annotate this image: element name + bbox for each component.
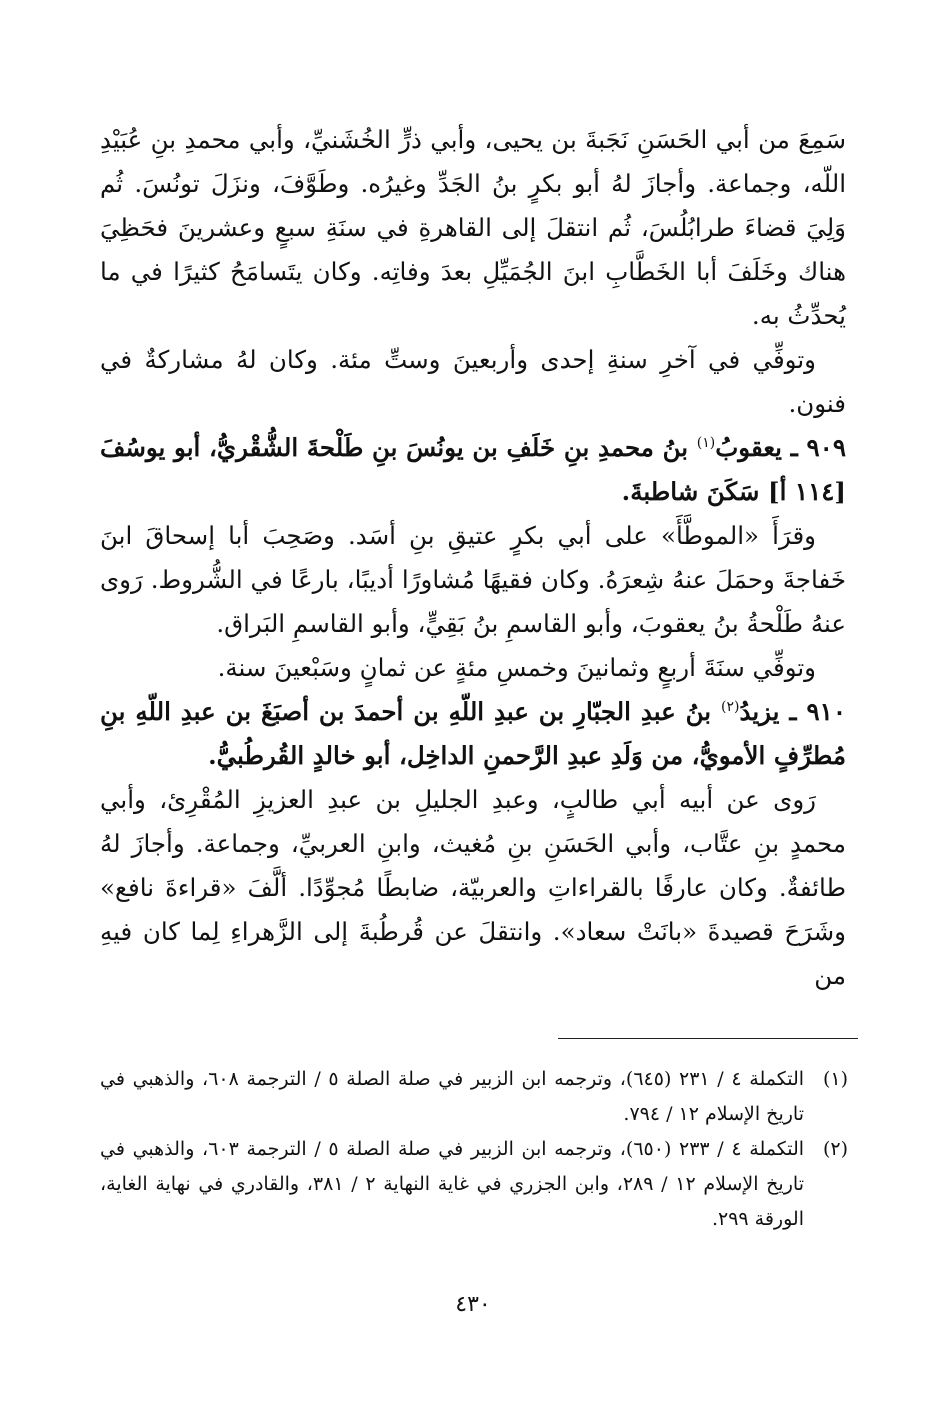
- paragraph-entry-910-body: رَوى عن أبيه أبي طالبٍ، وعبدِ الجليلِ بن عبدِ العزيزِ المُقْرِئ، وأبي محمدٍ بنِ عتَّاب، وأبي الحَسَنِ بنِ مُغيث، وابنِ العربيِّ، وجماعة. وأجازَ لهُ طائفةٌ. وكان عارفًا بالقراءاتِ والعربيّة، ضابطًا مُجوِّدًا. ألَّفَ «قراءةَ نافع» وشَرَحَ قصيدةَ «بانَتْ سعاد». وانتقلَ عن قُرطُبةَ إلى الزَّهراءِ لِما كان فيهِ من: [100, 785, 846, 990]
- footnote-divider: [558, 1038, 858, 1039]
- footnote-ref-2[interactable]: (٢): [721, 698, 740, 715]
- footnote-number: (٢): [822, 1138, 848, 1160]
- footnotes-section: [100, 1062, 848, 1237]
- paragraph-entry-909-death: وتوفِّي سنَةَ أربعٍ وثمانينَ وخمسِ مئةٍ عن ثمانٍ وسَبْعينَ سنة.: [217, 653, 816, 682]
- footnote-ref-1[interactable]: (١): [696, 434, 716, 451]
- main-text-body: [100, 118, 846, 998]
- entry-heading-910: [100, 690, 846, 778]
- paragraph-entry-909-body: وقرَأَ «الموطَّأَ» على أبي بكرٍ عتيقِ بنِ أسَد. وصَحِبَ أبا إسحاقَ ابنَ خَفاجةَ وحمَلَ عنهُ شِعرَهُ. وكان فقيهًا مُشاورًا أديبًا، بارعًا في الشُّروط. رَوى عنهُ طَلْحةُ بنُ يعقوبَ، وأبو القاسمِ بنُ بَقِيٍّ، وأبو القاسمِ البَراق.: [100, 521, 846, 638]
- footnote-number: (١): [822, 1068, 848, 1090]
- footnote-1: [100, 1062, 848, 1132]
- footnote-text: التكملة ٤ / ٢٣١ (٦٤٥)، وترجمه ابن الزبير في صلة الصلة ٥ / الترجمة ٦٠٨، والذهبي في تاريخ الإسلام ١٢ / ٧٩٤.: [100, 1068, 805, 1125]
- entry-910-lineage: بنُ عبدِ الجبّارِ بن عبدِ اللّهِ بن أحمدَ بن أصبَغَ بن عبدِ اللّهِ بنِ مُطرِّفٍ الأمويُّ، من وَلَدِ عبدِ الرَّحمنِ الداخِل، أبو خالدٍ القُرطُبيُّ.: [100, 697, 846, 770]
- footnote-text: التكملة ٤ / ٢٣٣ (٦٥٠)، وترجمه ابن الزبير في صلة الصلة ٥ / الترجمة ٦٠٣، والذهبي في تاريخ الإسلام ١٢ / ٢٨٩، وابن الجزري في غاية النهاية ٢ / ٣٨١، والقادري في نهاية الغاية، الورقة ٢٩٩.: [100, 1138, 805, 1230]
- entry-heading-909: [100, 426, 846, 514]
- entry-909-name: ٩٠٩ ـ يعقوبُ: [715, 433, 846, 462]
- page-number: ٤٣٠: [455, 1292, 491, 1317]
- entry-909-lineage: بنُ محمدِ بنِ خَلَفِ بن يونُسَ بنِ طَلْحةَ الشُّقْريُّ، أبو يوسُفَ [١١٤ أ] سَكَنَ شاطبةَ.: [100, 433, 846, 506]
- footnote-2: [100, 1132, 848, 1237]
- paragraph-death-note: وتوفِّي في آخرِ سنةِ إحدى وأربعينَ وستِّ مئة. وكان لهُ مشاركةٌ في فنون.: [100, 345, 846, 418]
- entry-910-name: ٩١٠ ـ يزيدُ: [739, 697, 846, 726]
- paragraph-biography-continuation: سَمِعَ من أبي الحَسَنِ نَجَبةَ بن يحيى، وأبي ذرٍّ الخُشَنيِّ، وأبي محمدِ بنِ عُبَيْدِ اللّه، وجماعة. وأجازَ لهُ أبو بكرٍ بنُ الجَدِّ وغيرُه. وطَوَّفَ، ونزَلَ تونُسَ. ثُم وَلِيَ قضاءَ طرابُلُسَ، ثُم انتقلَ إلى القاهرةِ في سنَةِ سبعٍ وعشرينَ فحَظِيَ هناك وخَلَفَ أبا الخَطَّابِ ابنَ الجُمَيِّلِ بعدَ وفاتِه. وكان يتَسامَحُ كثيرًا في ما يُحدِّثُ به.: [100, 125, 846, 330]
